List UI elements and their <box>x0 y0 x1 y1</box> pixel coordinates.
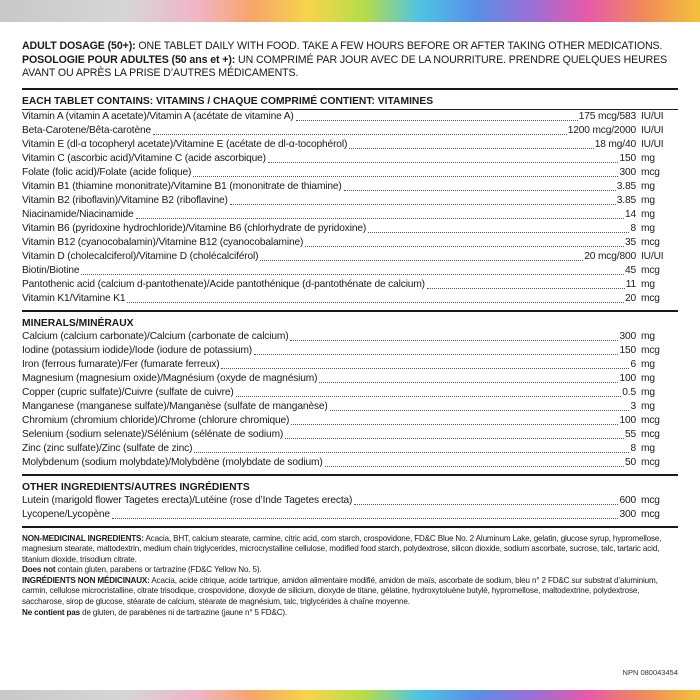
ingredient-unit: mcg <box>641 494 660 506</box>
ingredient-amount: 600 <box>619 494 636 506</box>
table-row <box>22 138 678 152</box>
ingredient-name: Vitamin B2 (riboflavin)/Vitamine B2 (riboflavine) <box>22 194 228 206</box>
table-row <box>22 386 678 400</box>
ingredient-amount: 100 <box>619 372 636 384</box>
dot-leader <box>291 414 618 425</box>
table-row <box>22 208 678 222</box>
ingredient-name: Calcium (calcium carbonate)/Calcium (carbonate de calcium) <box>22 330 289 342</box>
other-title: OTHER INGREDIENTS/AUTRES INGRÉDIENTS <box>22 481 250 493</box>
dot-leader <box>325 456 624 467</box>
dot-leader <box>344 180 616 191</box>
ingredient-unit: IU/UI <box>641 110 664 122</box>
table-row <box>22 442 678 456</box>
table-row <box>22 166 678 180</box>
ingredient-unit: mcg <box>641 414 660 426</box>
ingredient-unit: IU/UI <box>641 138 664 150</box>
dosage-en: ADULT DOSAGE (50+): ONE TABLET DAILY WITH FOOD. TAKE A FEW HOURS BEFORE OR AFTER TAKING OTHER MEDICATIONS. <box>22 40 663 52</box>
dot-leader <box>305 236 624 247</box>
ingredient-unit: mg <box>641 400 655 412</box>
ingredient-name: Vitamin K1/Vitamine K1 <box>22 292 126 304</box>
divider <box>22 88 678 90</box>
vitamins-table <box>22 110 678 306</box>
dot-leader <box>319 372 618 383</box>
ingredient-unit: mg <box>641 152 655 164</box>
label-panel <box>22 40 678 618</box>
table-row <box>22 508 678 522</box>
table-row <box>22 194 678 208</box>
rainbow-bottom-stripe <box>0 690 700 700</box>
ingredient-unit: mg <box>641 358 655 370</box>
ingredient-name: Vitamin D (cholecalciferol)/Vitamine D (cholécalciférol) <box>22 250 259 262</box>
ingredient-name: Beta-Carotene/Bêta-carotène <box>22 124 152 136</box>
ingredient-unit: mg <box>641 386 655 398</box>
dot-leader <box>349 138 594 149</box>
dosage-section <box>22 40 678 81</box>
divider <box>22 474 678 476</box>
ingredient-name: Lutein (marigold flower Tagetes erecta)/Lutéine (rose d’Inde Tagetes erecta) <box>22 494 353 506</box>
dot-leader <box>230 194 616 205</box>
dot-leader <box>236 386 622 397</box>
table-row <box>22 358 678 372</box>
ingredient-amount: 0.5 <box>622 386 636 398</box>
ingredient-unit: mcg <box>641 166 660 178</box>
ingredient-amount: 20 <box>624 292 636 304</box>
table-row <box>22 428 678 442</box>
ingredient-amount: 1200 mcg/2000 <box>567 124 636 136</box>
ingredient-unit: mg <box>641 180 655 192</box>
ingredient-amount: 300 <box>619 166 636 178</box>
dot-leader <box>427 278 625 289</box>
table-row <box>22 292 678 306</box>
ingredient-name: Biotin/Biotine <box>22 264 80 276</box>
table-row <box>22 250 678 264</box>
ingredient-name: Folate (folic acid)/Folate (acide folique) <box>22 166 192 178</box>
table-row <box>22 110 678 124</box>
ingredient-name: Vitamin B1 (thiamine mononitrate)/Vitamine B1 (mononitrate de thiamine) <box>22 180 342 192</box>
ingredient-name: Vitamin B12 (cyanocobalamin)/Vitamine B12 (cyanocobalamine) <box>22 236 304 248</box>
minerals-title: MINERALS/MINÉRAUX <box>22 317 134 329</box>
ingredient-amount: 18 mg/40 <box>594 138 636 150</box>
dot-leader <box>290 330 618 341</box>
table-row <box>22 180 678 194</box>
table-row <box>22 264 678 278</box>
npn-number: NPN 080043454 <box>622 668 678 677</box>
ingredient-unit: IU/UI <box>641 124 664 136</box>
ingredient-name: Chromium (chromium chloride)/Chrome (chlorure chromique) <box>22 414 290 426</box>
ingredient-name: Iron (ferrous fumarate)/Fer (fumarate ferreux) <box>22 358 220 370</box>
ingredient-unit: IU/UI <box>641 250 664 262</box>
minerals-section <box>22 317 678 470</box>
table-row <box>22 456 678 470</box>
nmi-en: NON-MEDICINAL INGREDIENTS: Acacia, BHT, calcium stearate, carmine, citric acid, corn starch, crospovidone, FD&C Blue No. 2 Aluminum Lake, gelatin, glucose syrup, hypromellose, magnesium stearate, maltodextrin, medium chain triglycerides, microcrystalline cellulose, modified food starch, polydextrose, silicon dioxide, sodium ascorbate, sucrose, talc, tartaric acid, titanium dioxide, trisodium citrate. <box>22 533 662 564</box>
table-row <box>22 372 678 386</box>
dot-leader <box>81 264 624 275</box>
dosage-fr: POSOLOGIE POUR ADULTES (50 ans et +): UN COMPRIMÉ PAR JOUR AVEC DE LA NOURRITURE. PRENDRE QUELQUES HEURES AVANT OU APRÈS LA PRISE D’AUTRES MÉDICAMENTS. <box>22 53 668 79</box>
dot-leader <box>368 222 629 233</box>
table-row <box>22 236 678 250</box>
ingredient-unit: mcg <box>641 344 660 356</box>
ingredient-amount: 300 <box>619 330 636 342</box>
ingredient-amount: 150 <box>619 344 636 356</box>
dot-leader <box>221 358 629 369</box>
rainbow-top-stripe <box>0 0 700 22</box>
ingredient-unit: mg <box>641 442 655 454</box>
ingredient-name: Zinc (zinc sulfate)/Zinc (sulfate de zinc) <box>22 442 193 454</box>
ingredient-amount: 100 <box>619 414 636 426</box>
ingredient-unit: mcg <box>641 264 660 276</box>
dot-leader <box>194 442 629 453</box>
other-section <box>22 481 678 522</box>
dot-leader <box>268 152 619 163</box>
ingredient-name: Vitamin E (dl-α tocopheryl acetate)/Vitamine E (acétate de dl-α-tocophérol) <box>22 138 348 150</box>
minerals-table <box>22 330 678 470</box>
table-row <box>22 124 678 138</box>
ingredient-unit: mg <box>641 330 655 342</box>
ingredient-unit: mcg <box>641 508 660 520</box>
ingredients-section <box>22 534 678 619</box>
dot-leader <box>254 344 618 355</box>
ingredient-unit: mg <box>641 222 655 234</box>
ingredient-amount: 6 <box>630 358 636 370</box>
ingredient-name: Niacinamide/Niacinamide <box>22 208 134 220</box>
table-row <box>22 222 678 236</box>
table-row <box>22 152 678 166</box>
table-row <box>22 344 678 358</box>
ingredient-amount: 8 <box>630 442 636 454</box>
other-table <box>22 494 678 522</box>
table-row <box>22 278 678 292</box>
ingredient-unit: mcg <box>641 456 660 468</box>
ingredient-name: Pantothenic acid (calcium d-pantothenate)/Acide pantothénique (d-pantothénate de calcium) <box>22 278 425 290</box>
dot-leader <box>193 166 618 177</box>
table-row <box>22 400 678 414</box>
ingredient-name: Manganese (manganese sulfate)/Manganèse (sulfate de manganèse) <box>22 400 328 412</box>
ingredient-amount: 14 <box>624 208 636 220</box>
ingredient-unit: mcg <box>641 236 660 248</box>
ingredient-amount: 3.85 <box>616 180 636 192</box>
ingredient-amount: 3 <box>630 400 636 412</box>
vitamins-section <box>22 95 678 306</box>
ingredient-amount: 11 <box>625 278 636 290</box>
ingredient-amount: 20 mcg/800 <box>584 250 636 262</box>
free-from-fr: Ne contient pas de gluten, de parabènes ni de tartrazine (jaune n° 5 FD&C). <box>22 607 288 617</box>
divider <box>22 526 678 528</box>
ingredient-unit: mg <box>641 372 655 384</box>
ingredient-amount: 35 <box>624 236 636 248</box>
ingredient-name: Vitamin C (ascorbic acid)/Vitamine C (acide ascorbique) <box>22 152 266 164</box>
dot-leader <box>112 508 619 519</box>
ingredient-name: Lycopene/Lycopène <box>22 508 110 520</box>
ingredient-name: Magnesium (magnesium oxide)/Magnésium (oxyde de magnésium) <box>22 372 318 384</box>
table-row <box>22 330 678 344</box>
dot-leader <box>296 110 578 121</box>
ingredient-name: Vitamin B6 (pyridoxine hydrochloride)/Vitamine B6 (chlorhydrate de pyridoxine) <box>22 222 367 234</box>
dot-leader <box>285 428 624 439</box>
ingredient-amount: 45 <box>624 264 636 276</box>
nmi-fr: INGRÉDIENTS NON MÉDICINAUX: Acacia, acide citrique, acide tartrique, amidon alimentaire modifié, amidon de maïs, ascorbate de sodium, bleu n° 2 FD&C sur substrat d’aluminium, carmin, cellulose microcristalline, citrate trisodique, crospovidone, dioxyde de silicium, dioxyde de titane, gélatine, hydroxytoluène butylé, hypromellose, maltodextrine, polydextrose, saccharose, sirop de glucose, stéarate de calcium, stéarate de magnésium, talc, triglycérides à chaîne moyenne. <box>22 575 658 607</box>
free-from-en: Does not contain gluten, parabens or tartrazine (FD&C Yellow No. 5). <box>22 565 262 575</box>
dot-leader <box>127 292 624 303</box>
ingredient-name: Copper (cupric sulfate)/Cuivre (sulfate de cuivre) <box>22 386 234 398</box>
ingredient-unit: mg <box>641 194 655 206</box>
ingredient-amount: 175 mcg/583 <box>578 110 636 122</box>
dot-leader <box>330 400 630 411</box>
dot-leader <box>136 208 624 219</box>
ingredient-unit: mcg <box>641 428 660 440</box>
ingredient-name: Vitamin A (vitamin A acetate)/Vitamin A (acétate de vitamine A) <box>22 110 294 122</box>
vitamins-title: EACH TABLET CONTAINS: VITAMINS / CHAQUE COMPRIMÉ CONTIENT: VITAMINES <box>22 95 434 107</box>
ingredient-unit: mcg <box>641 292 660 304</box>
ingredient-unit: mg <box>641 208 655 220</box>
table-row <box>22 494 678 508</box>
divider <box>22 310 678 312</box>
ingredient-name: Iodine (potassium iodide)/Iode (iodure de potassium) <box>22 344 253 356</box>
dot-leader <box>153 124 567 135</box>
ingredient-amount: 150 <box>619 152 636 164</box>
ingredient-amount: 55 <box>624 428 636 440</box>
table-row <box>22 414 678 428</box>
dot-leader <box>354 494 618 505</box>
dot-leader <box>260 250 583 261</box>
ingredient-amount: 8 <box>630 222 636 234</box>
ingredient-unit: mg <box>641 278 655 290</box>
ingredient-amount: 3.85 <box>616 194 636 206</box>
ingredient-amount: 50 <box>624 456 636 468</box>
ingredient-name: Selenium (sodium selenate)/Sélénium (sélénate de sodium) <box>22 428 284 440</box>
ingredient-amount: 300 <box>619 508 636 520</box>
ingredient-name: Molybdenum (sodium molybdate)/Molybdène (molybdate de sodium) <box>22 456 323 468</box>
